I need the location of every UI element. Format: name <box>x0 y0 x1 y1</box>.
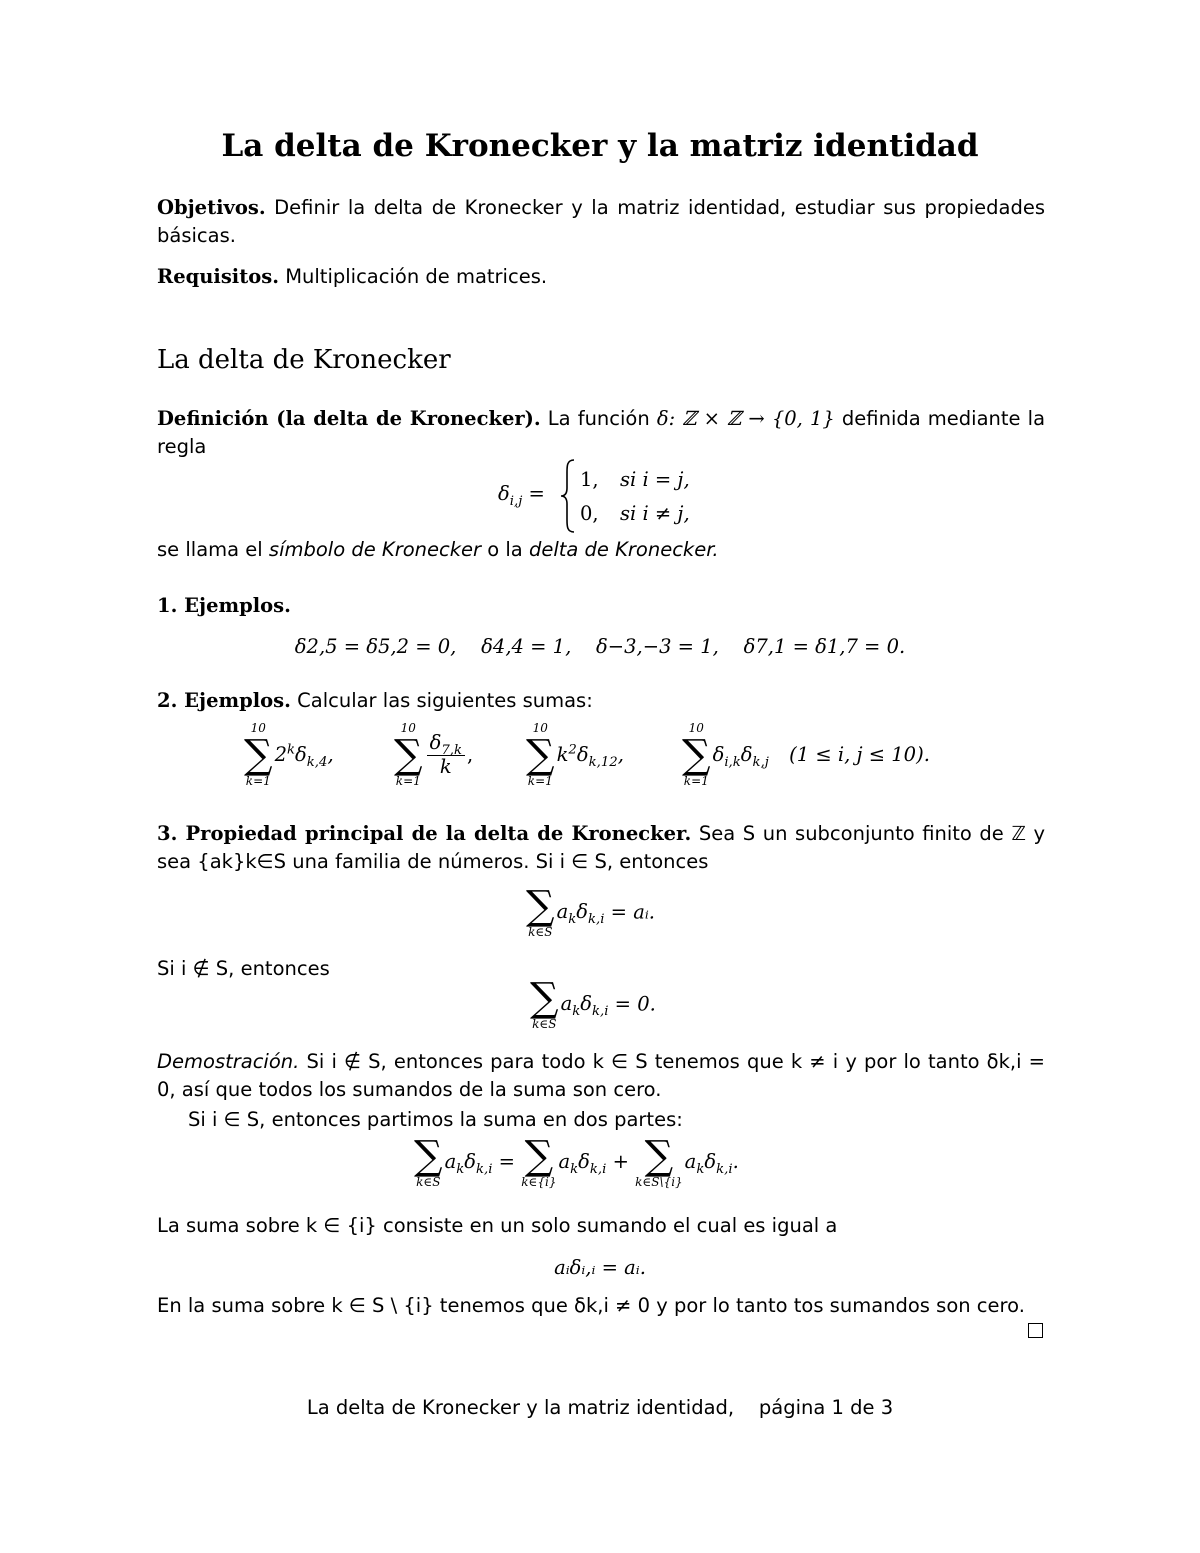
definicion-text-before: La función <box>547 407 650 430</box>
left-brace-icon <box>560 458 576 534</box>
definicion-label: Definición (la delta de Kronecker). <box>157 407 541 430</box>
objetivos-label: Objetivos. <box>157 196 266 219</box>
sums-condition: (1 ≤ i, j ≤ 10). <box>789 743 930 767</box>
demostracion-text3: La suma sobre k ∈ {i} consiste en un solo sumando el cual es igual a <box>157 1214 838 1237</box>
demostracion-text2: Si i ∈ S, entonces partimos la suma en dos partes: <box>188 1108 683 1131</box>
objetivos-paragraph <box>157 194 1045 251</box>
demostracion-text4: En la suma sobre k ∈ S \ {i} tenemos que δk,i ≠ 0 y por lo tanto tos sumandos son cero. <box>157 1294 1025 1317</box>
case1-value: 1, <box>580 468 599 491</box>
ejemplos1-heading: 1. Ejemplos. <box>157 594 291 617</box>
demostracion-paragraph <box>157 1048 1045 1105</box>
split-sum-equation: ∑ k∈S $a_k\delta_{k,i}$ = ∑ k∈{i} $a_k\delta_{k,i}$ + ∑ k∈S\{i} $a_k\delta_{k,i}$. <box>414 1133 739 1189</box>
propiedad-paragraph <box>157 820 1045 877</box>
propiedad-text1: Sea S un subconjunto finito de ℤ y sea {ak}k∈S una familia de números. Si i ∈ S, entonces <box>157 822 1046 874</box>
definicion-text-after: definida mediante la regla <box>157 407 1046 459</box>
qed-square-icon <box>1028 1323 1043 1338</box>
case2-condition: si i ≠ j, <box>620 502 690 525</box>
ejemplos2-label: 2. Ejemplos. <box>157 689 291 712</box>
requisitos-paragraph <box>157 263 1045 291</box>
objetivos-text: Definir la delta de Kronecker y la matriz identidad, estudiar sus propiedades básicas. <box>157 196 1045 248</box>
demostracion-label: Demostración. <box>157 1050 300 1073</box>
delta-function-signature: δ: ℤ × ℤ → {0, 1} <box>656 407 835 430</box>
delta-lhs: δ <box>498 482 510 505</box>
property-equation-2: ∑ k∈S $a_k\delta_{k,i} = 0$. <box>530 975 656 1031</box>
delta-de-kronecker-term: delta de Kronecker. <box>528 538 719 561</box>
section-title: La delta de Kronecker <box>157 345 451 375</box>
ejemplos2-paragraph <box>157 687 1045 715</box>
property-equation-1: ∑ k∈S $a_k\delta_{k,i}$ = aᵢ. <box>526 883 655 939</box>
sum-3: 10 ∑ k=1 <box>526 721 555 789</box>
ejemplos1-formula: δ2,5 = δ5,2 = 0, δ4,4 = 1, δ−3,−3 = 1, δ7,1 = δ1,7 = 0. <box>294 635 906 658</box>
demostracion-text1: Si i ∉ S, entonces para todo k ∈ S tenemos que k ≠ i y por lo tanto δk,i = 0, así que todos los sumandos de la suma son cero. <box>157 1050 1045 1102</box>
requisitos-text: Multiplicación de matrices. <box>285 265 548 288</box>
case2-value: 0, <box>580 502 599 525</box>
simbolo-de-kronecker-term: símbolo de Kronecker <box>268 538 482 561</box>
example-sums-row: 10 ∑ k=1 $2^k\delta_{k,4}$, 10 ∑ k=1 $\frac{\delta_{7,k}}{k}$ , 10 ∑ k=1 $k^2\delta_{k,12}$, 10 ∑ k=1 $\delta_{i,k}\delta_{k,j}$ (1 ≤ i, j ≤ 10). <box>244 721 930 789</box>
ejemplos2-text: Calcular las siguientes sumas: <box>297 689 593 712</box>
delta-lhs-sub: i,j <box>509 493 523 509</box>
sum-2: 10 ∑ k=1 <box>394 721 423 789</box>
definicion-paragraph <box>157 405 1045 462</box>
single-term-equation: aᵢδᵢ,ᵢ = aᵢ. <box>554 1256 646 1279</box>
sum-4: 10 ∑ k=1 <box>682 721 711 789</box>
case1-condition: si i = j, <box>620 468 690 491</box>
propiedad-text2: Si i ∉ S, entonces <box>157 957 330 980</box>
document-title: La delta de Kronecker y la matriz identidad <box>221 128 979 164</box>
definicion-closing: se llama el símbolo de Kronecker o la delta de Kronecker. <box>157 538 719 561</box>
fraction: $\frac{\delta_{7,k}}{k}$ <box>427 732 465 778</box>
page-footer: La delta de Kronecker y la matriz identidad, página 1 de 3 <box>306 1396 894 1419</box>
requisitos-label: Requisitos. <box>157 265 279 288</box>
propiedad-label: 3. Propiedad principal de la delta de Kronecker. <box>157 822 692 845</box>
kronecker-definition-equation: $\delta_{i,j}$ = 1, si i = j, 0, si i ≠ j, <box>0 456 1200 536</box>
sum-1: 10 ∑ k=1 <box>244 721 273 789</box>
